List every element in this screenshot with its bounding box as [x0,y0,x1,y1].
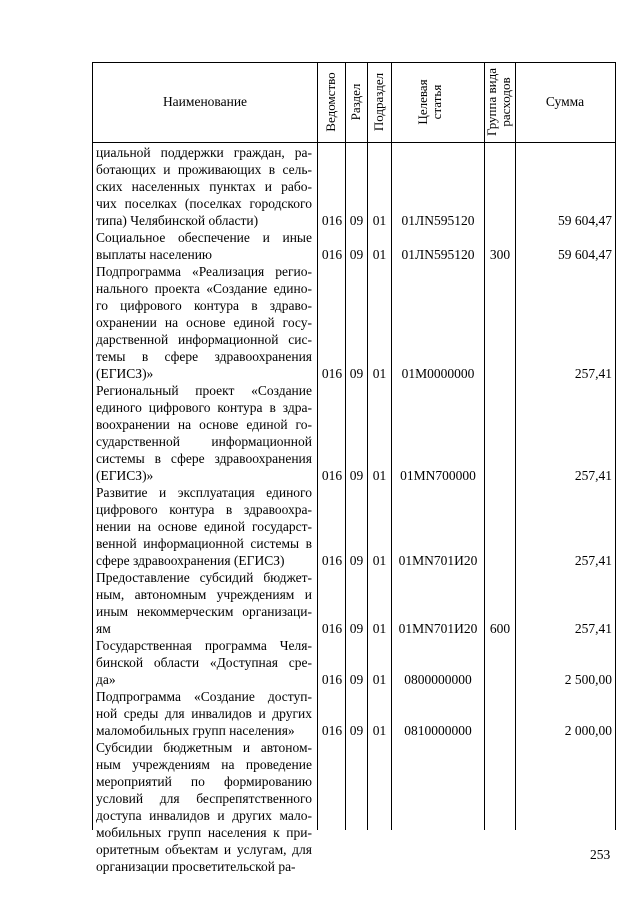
table-border-right [615,62,616,830]
row-name-line: ских населенных пунктах и рабо- [96,179,312,194]
row-name-line: воохранении на основе единой го- [96,417,312,432]
row-name [96,229,312,263]
row-name [96,739,312,875]
cell-summa: 257,41 [574,366,612,381]
row-name-line: темы в сфере здравоохранения [96,349,312,364]
cell-vedomstvo: 016 [321,247,343,262]
row-name-line: условий для беспрепятственного [96,791,312,806]
cell-podrazdel: 01 [372,553,387,568]
cell-razdel: 09 [349,468,364,483]
cell-celevaya-statya: 0800000000 [404,672,472,687]
row-name-line: циальной поддержки граждан, ра- [96,145,312,160]
row-name-line: Государственная программа Челя- [96,638,312,653]
row-name-line: дарственной информационной сис- [96,332,312,347]
header-divider [92,142,616,143]
row-name-line: Региональный проект «Создание [96,383,312,398]
column-divider [317,62,318,830]
cell-summa: 257,41 [574,468,612,483]
row-name-line: ным учреждениям на проведение [96,757,312,772]
header-celevaya-statya [416,79,444,124]
row-name-line: Социальное обеспечение и иные [96,230,312,245]
header-summa: Сумма [545,94,585,109]
row-name-line: нении на основе единой государст- [96,519,312,534]
cell-celevaya-statya: 01МN701И20 [398,621,478,636]
row-name [96,144,312,229]
cell-podrazdel: 01 [372,621,387,636]
row-name [96,637,312,688]
cell-vedomstvo: 016 [321,621,343,636]
table-border-left [92,62,93,830]
row-name-line: бинской области «Доступная сре- [96,655,312,670]
row-name-line: мероприятий по формированию [96,774,312,789]
row-name-line: доступа инвалидов и других мало- [96,808,312,823]
column-divider [345,62,346,830]
header-gruppa-line-2: расходов [498,77,513,127]
row-name-line: сударственной информационной [96,434,312,449]
cell-razdel: 09 [349,366,364,381]
column-divider [484,62,485,830]
row-name-line: Подпрограмма «Реализация регио- [96,264,312,279]
cell-razdel: 09 [349,723,364,738]
header-razdel: Раздел [348,83,363,121]
row-name-line: маломобильных групп населения» [96,723,295,738]
row-name-line: го цифрового контура в здраво- [96,298,312,313]
cell-summa: 257,41 [574,553,612,568]
row-name-line: (ЕГИСЗ)» [96,366,154,381]
cell-summa: 2 000,00 [564,723,612,738]
cell-podrazdel: 01 [372,672,387,687]
row-name [96,569,312,637]
cell-podrazdel: 01 [372,213,387,228]
cell-celevaya-statya: 01М0000000 [401,366,475,381]
row-name-line: ям [96,621,111,636]
row-name-line: ным, автономным учреждениям и [96,587,312,602]
row-name-line: Субсидии бюджетным и автоном- [96,740,312,755]
cell-razdel: 09 [349,672,364,687]
cell-summa: 59 604,47 [558,213,612,228]
row-name-line: (ЕГИСЗ)» [96,468,154,483]
row-name-line: типа) Челябинской области) [96,213,259,228]
header-celevaya-line-2: статья [429,84,444,120]
cell-celevaya-statya: 01МN700000 [400,468,476,483]
cell-celevaya-statya: 01МN701И20 [398,553,478,568]
row-name-line: единого цифрового контура в здра- [96,400,312,415]
header-gruppa-line-1: Группа вида [484,68,499,136]
cell-vedomstvo: 016 [321,213,343,228]
row-name-line: системы в сфере здравоохранения [96,451,312,466]
row-name-line: организации просветительской ра- [96,859,296,874]
row-name-line: Развитие и эксплуатация единого [96,485,312,500]
row-name-line: цифрового контура в здравоохра- [96,502,312,517]
column-divider [367,62,368,830]
column-divider [515,62,516,830]
row-name-line: венной информационной системы в [96,536,312,551]
row-name-line: чих поселках (поселках городского [96,196,312,211]
row-name-line: оритетным объектам и услугам, для [96,842,312,857]
row-name-line: охранении на основе единой госу- [96,315,312,330]
cell-razdel: 09 [349,213,364,228]
cell-podrazdel: 01 [372,366,387,381]
cell-razdel: 09 [349,553,364,568]
cell-podrazdel: 01 [372,247,387,262]
header-vedomstvo: Ведомство [323,72,338,132]
cell-gruppa-vida: 300 [489,247,511,262]
row-name-line: Предоставление субсидий бюджет- [96,570,312,585]
cell-vedomstvo: 016 [321,366,343,381]
row-name-line: сфере здравоохранения (ЕГИСЗ) [96,553,285,568]
row-name-line: ботающих и проживающих в сель- [96,162,312,177]
cell-celevaya-statya: 01ЛN595120 [401,247,475,262]
row-name [96,382,312,484]
cell-razdel: 09 [349,247,364,262]
row-name [96,688,312,739]
cell-podrazdel: 01 [372,468,387,483]
cell-razdel: 09 [349,621,364,636]
row-name [96,484,312,569]
cell-gruppa-vida: 600 [489,621,511,636]
cell-celevaya-statya: 01ЛN595120 [401,213,475,228]
cell-vedomstvo: 016 [321,672,343,687]
row-name-line: да» [96,672,116,687]
header-gruppa-vida-rashodov [485,68,513,136]
header-celevaya-line-1: Целевая [415,79,430,125]
header-name: Наименование [162,94,248,109]
row-name-line: ной среды для инвалидов и других [96,706,312,721]
cell-vedomstvo: 016 [321,468,343,483]
cell-summa: 257,41 [574,621,612,636]
cell-vedomstvo: 016 [321,553,343,568]
column-divider [391,62,392,830]
cell-celevaya-statya: 0810000000 [404,723,472,738]
row-name-line: выплаты населению [96,247,213,262]
row-name-line: нального проекта «Создание едино- [96,281,312,296]
page-number: 253 [590,847,611,862]
row-name-line: Подпрограмма «Создание доступ- [96,689,312,704]
row-name [96,263,312,382]
header-podrazdel: Подраздел [371,72,386,132]
row-name-line: мобильных групп населения к при- [96,825,312,840]
cell-vedomstvo: 016 [321,723,343,738]
cell-summa: 2 500,00 [564,672,612,687]
cell-podrazdel: 01 [372,723,387,738]
row-name-line: иным некоммерческим организаци- [96,604,312,619]
cell-summa: 59 604,47 [558,247,612,262]
